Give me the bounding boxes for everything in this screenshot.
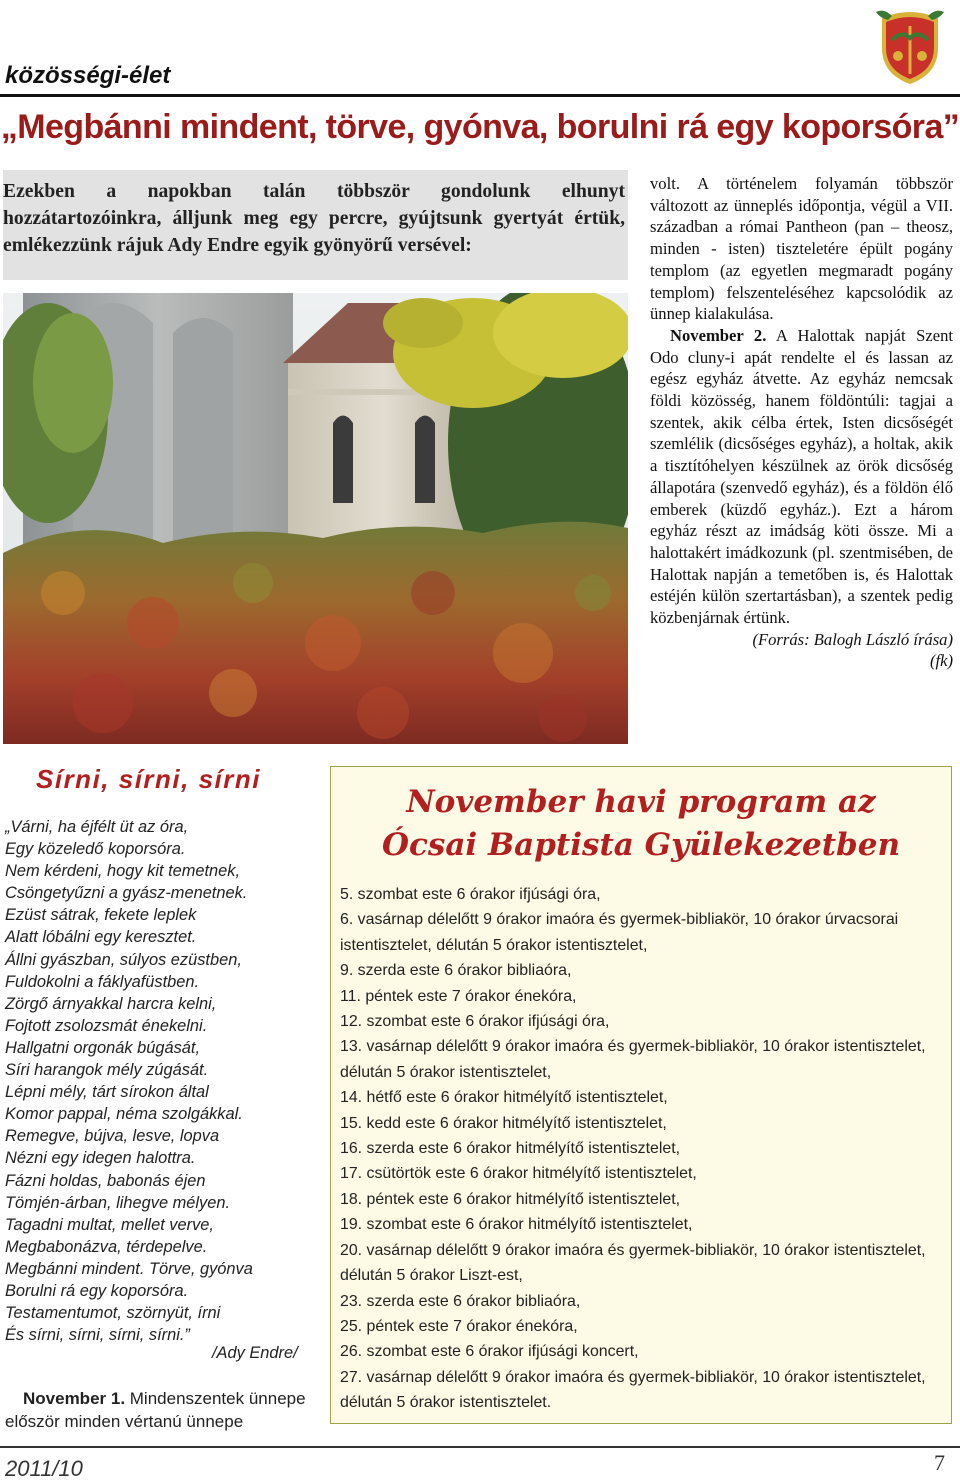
poem-line: Alatt lóbálni egy keresztet.	[5, 928, 197, 947]
program-item: 9. szerda este 6 órakor bibliaóra,	[340, 962, 572, 980]
program-item: 14. hétfő este 6 órakor hitmélyítő istentisztelet,	[340, 1089, 668, 1107]
article-signature: (fk)	[929, 651, 953, 671]
coat-of-arms-icon	[868, 4, 952, 88]
poem-line: Fázni holdas, babonás éjen	[5, 1171, 206, 1190]
poem-line: És sírni, sírni, sírni, sírni.”	[5, 1326, 190, 1345]
article-column	[650, 173, 953, 672]
poem-line: Komor pappal, néma szolgákkal.	[5, 1105, 243, 1124]
program-item: 15. kedd este 6 órakor hitmélyítő istentisztelet,	[340, 1114, 667, 1132]
program-item: 26. szombat este 6 órakor ifjúsági koncert,	[340, 1343, 639, 1361]
poem-line: Hallgatni orgonák búgását,	[5, 1038, 200, 1057]
poem-line: Zörgő árnyakkal harcra kelni,	[5, 994, 217, 1013]
article-source: (Forrás: Balogh László írása)	[752, 629, 953, 649]
section-label: közösségi-élet	[5, 62, 171, 89]
program-item: 13. vasárnap délelőtt 9 órakor imaóra és gyermek-bibliakör, 10 órakor istentisztelet, délután 5 órakor istentisztelet,	[340, 1038, 926, 1081]
program-list	[340, 882, 940, 1416]
program-item: 23. szerda este 6 órakor bibliaóra,	[340, 1292, 581, 1310]
program-item: 6. vasárnap délelőtt 9 órakor imaóra és gyermek-bibliakör, 10 órakor úrvacsorai istentisztelet, délután 5 órakor istentisztelet,	[340, 911, 899, 954]
program-item: 17. csütörtök este 6 órakor hitmélyítő istentisztelet,	[340, 1165, 697, 1183]
footer-divider	[0, 1446, 960, 1448]
program-title-line: Ócsai Baptista Gyülekezetben	[381, 827, 900, 863]
poem-line: Tagadni multat, mellet verve,	[5, 1215, 214, 1234]
november-1-paragraph	[5, 1388, 307, 1433]
poem-author: /Ady Endre/	[212, 1344, 298, 1362]
poem-line: Nézni egy idegen halottra.	[5, 1149, 196, 1168]
program-item: 16. szerda este 6 órakor hitmélyítő istentisztelet,	[340, 1140, 681, 1158]
poem-line: Ezüst sátrak, fekete leplek	[5, 906, 197, 925]
section-divider	[0, 94, 960, 97]
poem-line: Tömjén-árban, lihegve mélyen.	[5, 1193, 231, 1212]
intro-box	[3, 170, 628, 280]
article-paragraph: volt. A történelem folyamán többször változott az ünneplés időpontja, végül a VII. században a római Pantheon (pan – theosz, minden - isten) tiszteletére épült pogány templom (az egyetlen megmaradt pogány templom) felszenteléséhez kapcsolódik az ünnep kialakulása.	[650, 174, 953, 324]
program-item: 5. szombat este 6 órakor ifjúsági óra,	[340, 886, 601, 903]
page-headline: „Megbánni mindent, törve, gyónva, borulni rá egy koporsóra”	[0, 108, 960, 146]
poem-line: Nem kérdeni, hogy kit temetnek,	[5, 862, 241, 881]
november-1-lead: November 1.	[23, 1389, 126, 1408]
program-item: 27. vasárnap délelőtt 9 órakor imaóra és gyermek-bibliakör, 10 órakor istentisztelet, délután 5 órakor istentisztelet.	[340, 1368, 926, 1412]
poem-line: „Várni, ha éjfélt üt az óra,	[5, 818, 189, 836]
program-title	[331, 781, 951, 867]
poem-title: Sírni, sírni, sírni	[36, 764, 261, 794]
poem-line: Lépni mély, tárt sírokon által	[5, 1083, 209, 1102]
poem-body	[5, 816, 305, 1346]
program-item: 25. péntek este 7 órakor énekóra,	[340, 1317, 578, 1335]
poem-line: Állni gyászban, súlyos ezüstben,	[5, 950, 242, 969]
intro-text: Ezekben a napokban talán többször gondolunk elhunyt hozzátartozóinkra, álljunk meg egy percre, gyújtsunk gyertyát értük, emlékezzünk rájuk Ady Endre egyik gyönyörű versével:	[3, 181, 625, 256]
poem-line: Egy közeledő koporsóra.	[5, 840, 186, 859]
poem-line: Testamentumot, szörnyüt, írni	[5, 1304, 221, 1323]
program-item: 20. vasárnap délelőtt 9 órakor imaóra és gyermek-bibliakör, 10 órakor istentisztelet, délután 5 órakor Liszt-est,	[340, 1241, 926, 1285]
november-1-text: Mindenszentek ünnepe először minden vértanú ünnepe	[5, 1389, 306, 1431]
program-item: 12. szombat este 6 órakor ifjúsági óra,	[340, 1013, 610, 1031]
church-autumn-ivy-photo	[3, 293, 628, 744]
program-item: 18. péntek este 6 órakor hitmélyítő istentisztelet,	[340, 1190, 681, 1208]
poem-line: Fuldokolni a fáklyafüstben.	[5, 972, 200, 991]
program-title-line: November havi program az	[406, 784, 876, 820]
program-item: 19. szombat este 6 órakor hitmélyítő istentisztelet,	[340, 1216, 693, 1234]
poem-line: Megbánni mindent. Törve, gyónva	[5, 1259, 253, 1278]
page-number: 7	[934, 1450, 945, 1475]
program-item: 11. péntek este 7 órakor énekóra,	[340, 987, 577, 1005]
program-box	[330, 766, 952, 1424]
issue-number: 2011/10	[5, 1456, 83, 1481]
poem-line: Síri harangok mély zúgását.	[5, 1061, 209, 1080]
article-paragraph	[650, 325, 953, 629]
poem-line: Borulni rá egy koporsóra.	[5, 1281, 189, 1300]
poem-line: Csöngetyűzni a gyász-menetnek.	[5, 884, 248, 903]
poem-line: Megbabonázva, térdepelve.	[5, 1237, 208, 1256]
article-text: A Halottak napját Szent Odo cluny-i apát rendelte el és lassan az egész egyház átvette. Az egyház nemcsak földi közösség, hanem földöntúli: tagjai a szentek, akik célba értek, Isten dicsőségét szemlélik (dicsőséges egyház), a holtak, akik a tisztítóhelyen készülnek az örök dicsőség állapotára (szenvedő egyház), és a földön élő emberek (küzdő egyház.). Ezt a három egyház részt az imádság köti össze. Mi a halottakért imádkozunk (pl. szentmisében, de Halottak napján a temetőben is, és Halottak estéjén külön szertartásban), a szentek pedig közbenjárnak értünk.	[650, 325, 953, 628]
poem-line: Remegve, bújva, lesve, lopva	[5, 1127, 220, 1146]
poem-line: Fojtott zsolozsmát énekelni.	[5, 1016, 208, 1035]
article-date-lead: November 2.	[670, 325, 767, 345]
